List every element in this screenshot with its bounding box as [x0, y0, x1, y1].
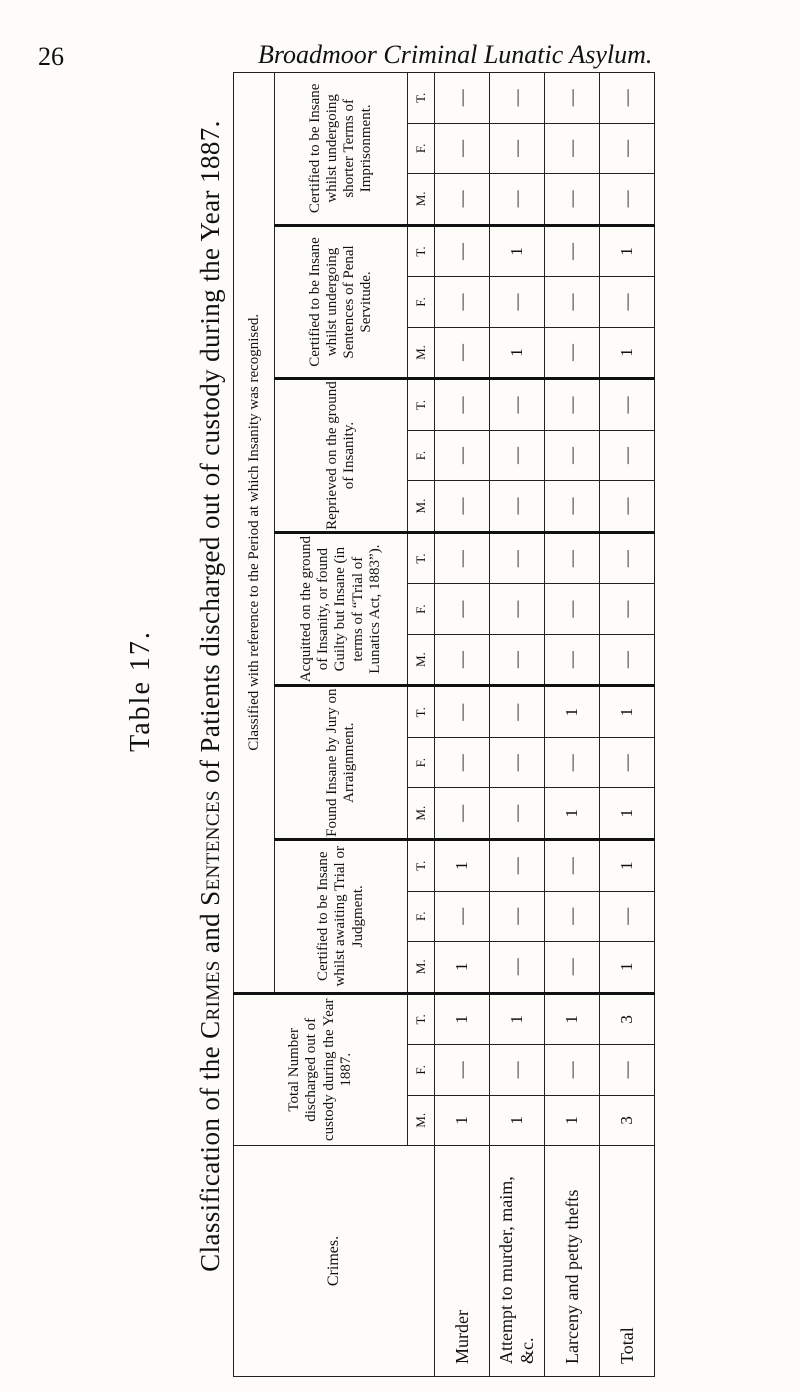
table-cell: 1	[435, 1095, 490, 1145]
table-cell: —	[435, 430, 490, 480]
table-cell: 1	[545, 1095, 600, 1145]
table-cell: 3	[600, 1095, 655, 1145]
table-cell: —	[435, 1045, 490, 1095]
classified-super-header: Classified with reference to the Period at which Insanity was recognised.	[234, 73, 275, 994]
caption-sentences: Sentences	[195, 790, 225, 906]
running-title: Broadmoor Criminal Lunatic Asylum.	[258, 40, 653, 69]
caption-and: and	[195, 905, 225, 961]
table-cell: —	[490, 123, 545, 173]
mft-header: M.	[408, 1095, 435, 1145]
table-cell: —	[545, 532, 600, 584]
mft-header: M.	[408, 174, 435, 226]
table-cell: 1	[490, 327, 545, 379]
table-cell: —	[545, 174, 600, 226]
caption-crimes: Crimes	[195, 960, 225, 1039]
crime-name: Murder	[451, 1310, 472, 1364]
table-cell: —	[545, 1045, 600, 1095]
table-cell: —	[600, 737, 655, 787]
table-cell: 1	[435, 942, 490, 994]
table-cell: —	[545, 942, 600, 994]
mft-header: F.	[408, 430, 435, 480]
mft-header: T.	[408, 379, 435, 431]
table-cell: —	[490, 277, 545, 327]
caption-rest: of Patients discharged out of custody during the Year 1887.	[195, 120, 225, 791]
table-cell: —	[600, 532, 655, 584]
table-cell: —	[435, 532, 490, 584]
table-cell: —	[490, 839, 545, 891]
crime-name: Total	[616, 1327, 637, 1364]
table-cell: —	[545, 225, 600, 277]
table-cell: —	[600, 584, 655, 634]
group-header-acquitted: Acquitted on the ground of Insanity, or found Guilty but Insane (in terms of “Trial of Lunatics Act, 1883”).	[275, 532, 408, 686]
group-header-awaiting-trial: Certified to be Insane whilst awaiting Trial or Judgment.	[275, 839, 408, 993]
table-cell: —	[435, 584, 490, 634]
crime-label	[490, 1146, 545, 1377]
crimes-column-header: Crimes.	[234, 1146, 435, 1377]
group-header-penal-servitude: Certified to be Insane whilst undergoing Sentences of Penal Servitude.	[275, 225, 408, 379]
table-cell: —	[435, 634, 490, 686]
mft-header: T.	[408, 532, 435, 584]
table-cell: —	[545, 891, 600, 941]
table-cell: 1	[545, 993, 600, 1045]
crime-label	[435, 1146, 490, 1377]
table-cell: —	[600, 634, 655, 686]
table-cell: —	[545, 73, 600, 124]
mft-header: T.	[408, 225, 435, 277]
mft-header: M.	[408, 327, 435, 379]
table-cell: —	[545, 839, 600, 891]
table-cell: —	[435, 225, 490, 277]
table-cell: 3	[600, 993, 655, 1045]
table-cell: —	[490, 737, 545, 787]
group-header-imprisonment: Certified to be Insane whilst undergoing shorter Terms of Imprisonment.	[275, 73, 408, 226]
total-column-header: Total Number discharged out of custody during the Year 1887.	[234, 993, 408, 1145]
table-label: Table 17.	[125, 630, 156, 752]
table-cell: —	[490, 481, 545, 533]
table-cell: —	[600, 123, 655, 173]
table-cell: —	[435, 891, 490, 941]
table-cell: —	[490, 430, 545, 480]
caption-prefix: Classification of the	[195, 1038, 225, 1272]
table-cell: 1	[545, 686, 600, 738]
table-cell: —	[600, 891, 655, 941]
table-cell: —	[490, 73, 545, 124]
table-cell: —	[600, 481, 655, 533]
table-cell: 1	[490, 993, 545, 1045]
page-number: 26	[38, 42, 64, 71]
table-cell: 1	[545, 788, 600, 840]
table-cell: 1	[435, 993, 490, 1045]
crime-label	[600, 1146, 655, 1377]
table-cell: —	[600, 277, 655, 327]
mft-header: M.	[408, 634, 435, 686]
table-cell: —	[545, 584, 600, 634]
table-cell: —	[545, 481, 600, 533]
table-title-block	[125, 0, 157, 1392]
crime-name: Larceny and petty thefts	[561, 1189, 582, 1364]
table-cell: —	[545, 277, 600, 327]
table-cell: —	[435, 73, 490, 124]
crime-label	[545, 1146, 600, 1377]
table-cell: —	[490, 174, 545, 226]
table-cell: —	[490, 891, 545, 941]
mft-header: T.	[408, 839, 435, 891]
table-cell: —	[600, 1045, 655, 1095]
table-cell: —	[545, 379, 600, 431]
table-row	[545, 73, 600, 1377]
mft-header: T.	[408, 73, 435, 124]
table-cell: —	[490, 532, 545, 584]
table-cell: —	[490, 788, 545, 840]
table-cell: 1	[600, 839, 655, 891]
table-cell: —	[600, 174, 655, 226]
table-cell: —	[600, 430, 655, 480]
table-cell: 1	[600, 686, 655, 738]
table-cell: —	[435, 174, 490, 226]
table-caption	[195, 0, 226, 1392]
table-cell: —	[435, 788, 490, 840]
mft-header: T.	[408, 993, 435, 1045]
table-cell: —	[490, 634, 545, 686]
table-cell: —	[435, 481, 490, 533]
table-cell: 1	[490, 1095, 545, 1145]
table-cell: —	[490, 942, 545, 994]
table-cell: 1	[600, 327, 655, 379]
table-row	[490, 73, 545, 1377]
table-cell: 1	[600, 225, 655, 277]
table-row	[435, 73, 490, 1377]
table-cell: 1	[600, 942, 655, 994]
table-cell: —	[545, 123, 600, 173]
table-row	[600, 73, 655, 1377]
table-cell: —	[435, 379, 490, 431]
table-cell: —	[545, 430, 600, 480]
crime-name: Attempt to murder, maim, &c.	[496, 1176, 537, 1364]
table-cell: —	[600, 379, 655, 431]
mft-header: M.	[408, 481, 435, 533]
table-cell: —	[490, 1045, 545, 1095]
mft-header: M.	[408, 942, 435, 994]
mft-header: T.	[408, 686, 435, 738]
table-cell: —	[545, 634, 600, 686]
table-cell: —	[435, 686, 490, 738]
crimes-sentences-table	[233, 72, 655, 1377]
table-cell: —	[435, 327, 490, 379]
table-cell: 1	[600, 788, 655, 840]
mft-header: F.	[408, 1045, 435, 1095]
mft-header: F.	[408, 123, 435, 173]
mft-header: M.	[408, 788, 435, 840]
table-cell: —	[490, 584, 545, 634]
table-cell: —	[490, 686, 545, 738]
mft-header: F.	[408, 737, 435, 787]
table-cell: 1	[435, 839, 490, 891]
mft-header: F.	[408, 584, 435, 634]
table-cell: —	[435, 277, 490, 327]
table-cell: —	[490, 379, 545, 431]
table-cell: —	[600, 73, 655, 124]
group-header-found-insane: Found Insane by Jury on Arraignment.	[275, 686, 408, 840]
mft-header: F.	[408, 891, 435, 941]
table-cell: —	[545, 327, 600, 379]
group-header-reprieved: Reprieved on the ground of Insanity.	[275, 379, 408, 533]
table-body	[435, 73, 655, 1377]
table-cell: —	[435, 123, 490, 173]
table-cell: —	[545, 737, 600, 787]
mft-header: F.	[408, 277, 435, 327]
table-cell: —	[435, 737, 490, 787]
table-cell: 1	[490, 225, 545, 277]
